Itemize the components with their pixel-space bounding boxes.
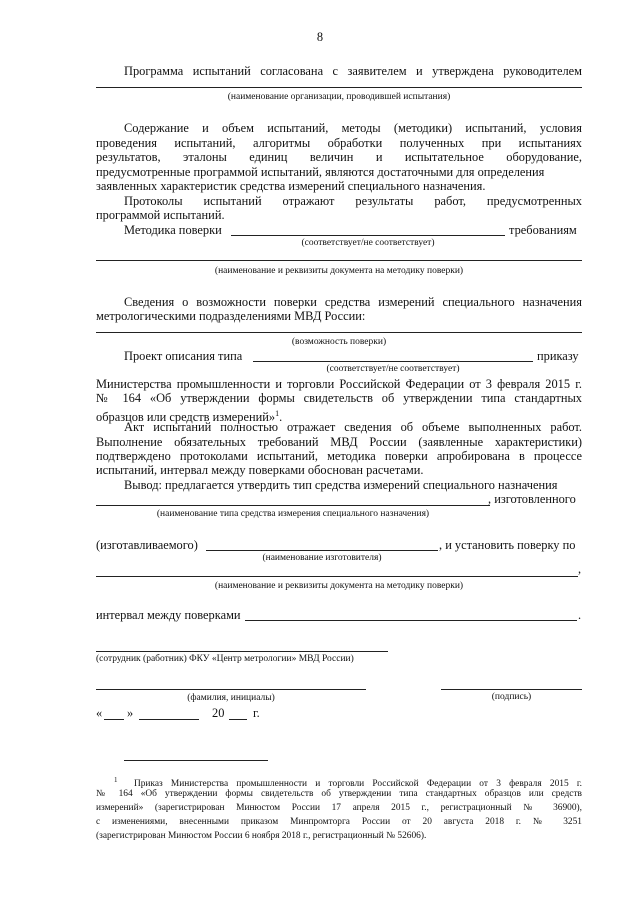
employee-field[interactable] [96, 651, 388, 652]
content-par-line-1: Содержание и объем испытаний, методы (методики) испытаний, условия [124, 121, 582, 135]
protocols-par-line-1: Протоколы испытаний отражают результаты работ, предусмотренных [124, 194, 582, 208]
footnote-reference[interactable]: 1 [275, 409, 280, 418]
verification-par-line-1: Сведения о возможности поверки средства измерений специального назначения [124, 295, 582, 309]
org-name-line [96, 87, 582, 88]
signature-caption: (подпись) [491, 692, 532, 702]
act-par-line-3: подтверждено протоколами испытаний, методика поверки апробирована в процессе [96, 449, 582, 463]
footnote-line-4: с изменениями, внесенными приказом Минпромторга России от 20 августа 2018 г. № 3251 [96, 817, 582, 827]
ministry-par-text: образцов или средств измерений» [96, 410, 276, 425]
conclusion-line: Вывод: предлагается утвердить тип средства измерений специального назначения [124, 478, 558, 492]
possibility-line[interactable] [96, 332, 582, 333]
type-desc-label: Проект описания типа [124, 349, 243, 363]
footnote-line-2: № 164 «Об утверждении формы свидетельств об утверждении типа стандартных образцов или средств [96, 789, 582, 799]
method-label: Методика поверки [124, 223, 222, 237]
footnote-separator [124, 760, 268, 761]
date-suffix: г. [253, 706, 260, 720]
name-caption: (фамилия, инициалы) [187, 693, 275, 703]
conforms-caption: (соответствует/не соответствует) [301, 238, 435, 248]
interval-label: интервал между поверками [96, 608, 241, 622]
employee-caption: (сотрудник (работник) ФКУ «Центр метрологии» МВД России) [96, 654, 354, 664]
name-field[interactable] [96, 689, 366, 690]
method-suffix: требованиям [509, 223, 577, 237]
footnote-text-1: Приказ Министерства промышленности и торговли Российской Федерации от 3 февраля 2015 г. [133, 779, 582, 790]
act-par-line-2: Выполнение обязательных требований МВД России (заявленные характеристики) [96, 435, 582, 449]
footnote-number: 1 [114, 776, 118, 784]
manufacturing-label: (изготавливаемого) [96, 538, 198, 552]
manufacturer-caption: (наименование изготовителя) [262, 553, 382, 563]
page-number: 8 [316, 30, 324, 44]
verification-par-line-2: метрологическими подразделениями МВД России: [96, 309, 366, 323]
footnote-line-3: измерений» (зарегистрирован Минюстом России 17 апреля 2015 г., регистрационный № 36900), [96, 803, 582, 813]
manufactured-suffix: , изготовленного [488, 492, 576, 506]
content-par-line-4: предусмотренные программой испытаний, являются достаточными для определения [96, 165, 545, 179]
org-caption: (наименование организации, проводившей испытания) [227, 92, 451, 102]
type-conforms-caption: (соответствует/не соответствует) [326, 364, 460, 374]
manufacturer-field[interactable] [206, 550, 438, 551]
act-par-line-1: Акт испытаний полностью отражает сведения об объеме выполненных работ. [124, 420, 582, 434]
method-doc-line[interactable] [96, 260, 582, 261]
act-par-line-4: испытаний, интервал между поверками обоснован расчетами. [96, 463, 424, 477]
establish-suffix: , и установить поверку по [439, 538, 576, 552]
date-year-prefix: 20 [212, 706, 225, 720]
signature-field[interactable] [441, 689, 582, 690]
method-doc-caption-2: (наименование и реквизиты документа на методику поверки) [214, 581, 464, 591]
si-name-field[interactable] [96, 505, 490, 506]
ministry-par-line-1: Министерства промышленности и торговли Российской Федерации от 3 февраля 2015 г. [96, 377, 582, 391]
method-doc-comma: , [578, 562, 582, 576]
type-desc-suffix: приказу [537, 349, 579, 363]
method-doc-field-2[interactable] [96, 576, 578, 577]
footnote-line-1 [114, 775, 582, 790]
content-par-line-3: результатов, эталоны единиц величин и испытательное оборудование, [96, 150, 582, 164]
protocols-par-line-2: программой испытаний. [96, 208, 225, 222]
interval-field[interactable] [245, 620, 577, 621]
content-par-line-2: проведения испытаний, алгоритмы обработки полученных при испытаниях [96, 136, 582, 150]
footnote-line-5: (зарегистрирован Минюстом России 6 ноября 2018 г., регистрационный № 52606). [96, 831, 427, 841]
method-conformity-field[interactable] [231, 235, 505, 236]
ministry-par-line-2: № 164 «Об утверждении формы свидетельств об утверждении типа стандартных [96, 391, 582, 405]
date-close-quote: » [127, 706, 134, 720]
interval-end: . [578, 608, 582, 622]
si-name-caption: (наименование типа средства измерения специального назначения) [156, 509, 430, 519]
date-month-field[interactable] [139, 719, 199, 720]
type-desc-conformity-field[interactable] [253, 361, 533, 362]
content-par-line-5: заявленных характеристик средства измерений специального назначения. [96, 179, 486, 193]
date-day-field[interactable] [104, 719, 124, 720]
ministry-par-end: . [279, 410, 283, 425]
date-open-quote: « [96, 706, 103, 720]
date-year-field[interactable] [229, 719, 247, 720]
method-doc-caption: (наименование и реквизиты документа на методику поверки) [214, 266, 464, 276]
possibility-caption: (возможность поверки) [291, 337, 387, 347]
intro-line: Программа испытаний согласована с заявителем и утверждена руководителем [124, 64, 582, 78]
